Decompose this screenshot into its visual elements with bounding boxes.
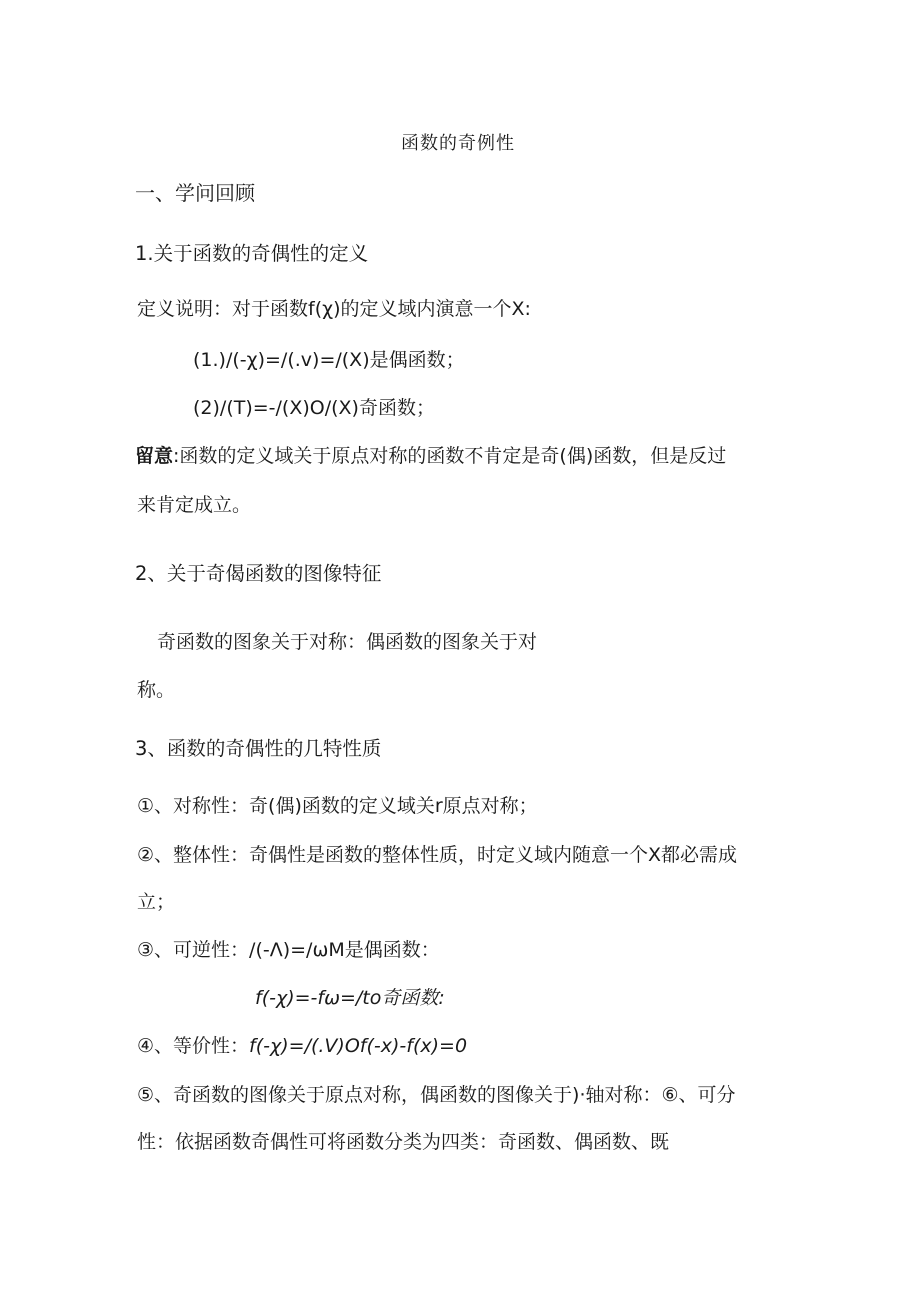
note-text-1: :函数的定义域关于原点对称的函数不肯定是奇(偶)函数，但是反过 — [173, 445, 727, 467]
property-equivalence-formula: f(-χ)=/(.V)Of(-x)-f(x)=0 — [249, 1035, 468, 1057]
definition-odd: (2)/(T)=-/(X)O/(X)奇函数； — [193, 397, 435, 419]
property-integrity-line-1: ②、整体性：奇偶性是函数的整体性质，时定义域内随意一个X都必需成 — [137, 844, 738, 866]
definition-text: 定义说明：对于函数f(χ)的定义域内演意一个X: — [137, 298, 531, 320]
section-heading-review: 一、学问回顾 — [135, 181, 255, 205]
property-reversibility-label: ③、可逆性： — [137, 939, 250, 961]
property-symmetry: ①、对称性：奇(偶)函数的定义域关r原点对称； — [137, 795, 538, 817]
subheading-graph-features: 2、关于奇偈函数的图像特征 — [135, 562, 382, 585]
graph-symmetry-line-1: 奇函数的图象关于对称：偶函数的图象关于对 — [157, 631, 538, 653]
note-line-2: 来肯定成立。 — [137, 494, 252, 516]
subheading-definition: 1.关于函数的奇偶性的定义 — [135, 242, 369, 265]
subheading-properties: 3、函数的奇偶性的几特性质 — [135, 737, 382, 760]
property-equivalence — [137, 1034, 467, 1058]
property-equivalence-label: ④、等价性： — [137, 1035, 250, 1057]
property-reversibility-odd: f(-χ)=-fω=/to奇函数: — [255, 987, 445, 1009]
property-reversibility — [137, 938, 440, 962]
page-title: 函数的奇例性 — [401, 133, 515, 154]
graph-symmetry-line-2: 称。 — [137, 679, 176, 701]
property-graph-symmetry-line-1: ⑤、奇函数的图像关于原点对称，偶函数的图像关于)·轴对称：⑥、可分 — [137, 1084, 736, 1106]
property-reversibility-even: /(-Λ)=/ωM是偶函数： — [249, 939, 440, 961]
property-graph-symmetry-line-2: 性：依据函数奇偶性可将函数分类为四类：奇函数、偶函数、既 — [137, 1131, 670, 1153]
note-line-1 — [135, 444, 726, 468]
property-integrity-line-2: 立； — [137, 891, 176, 913]
note-label: 留意 — [135, 445, 174, 467]
definition-even: (1.)/(-χ)=/(.v)=/(X)是偶函数； — [193, 349, 465, 371]
